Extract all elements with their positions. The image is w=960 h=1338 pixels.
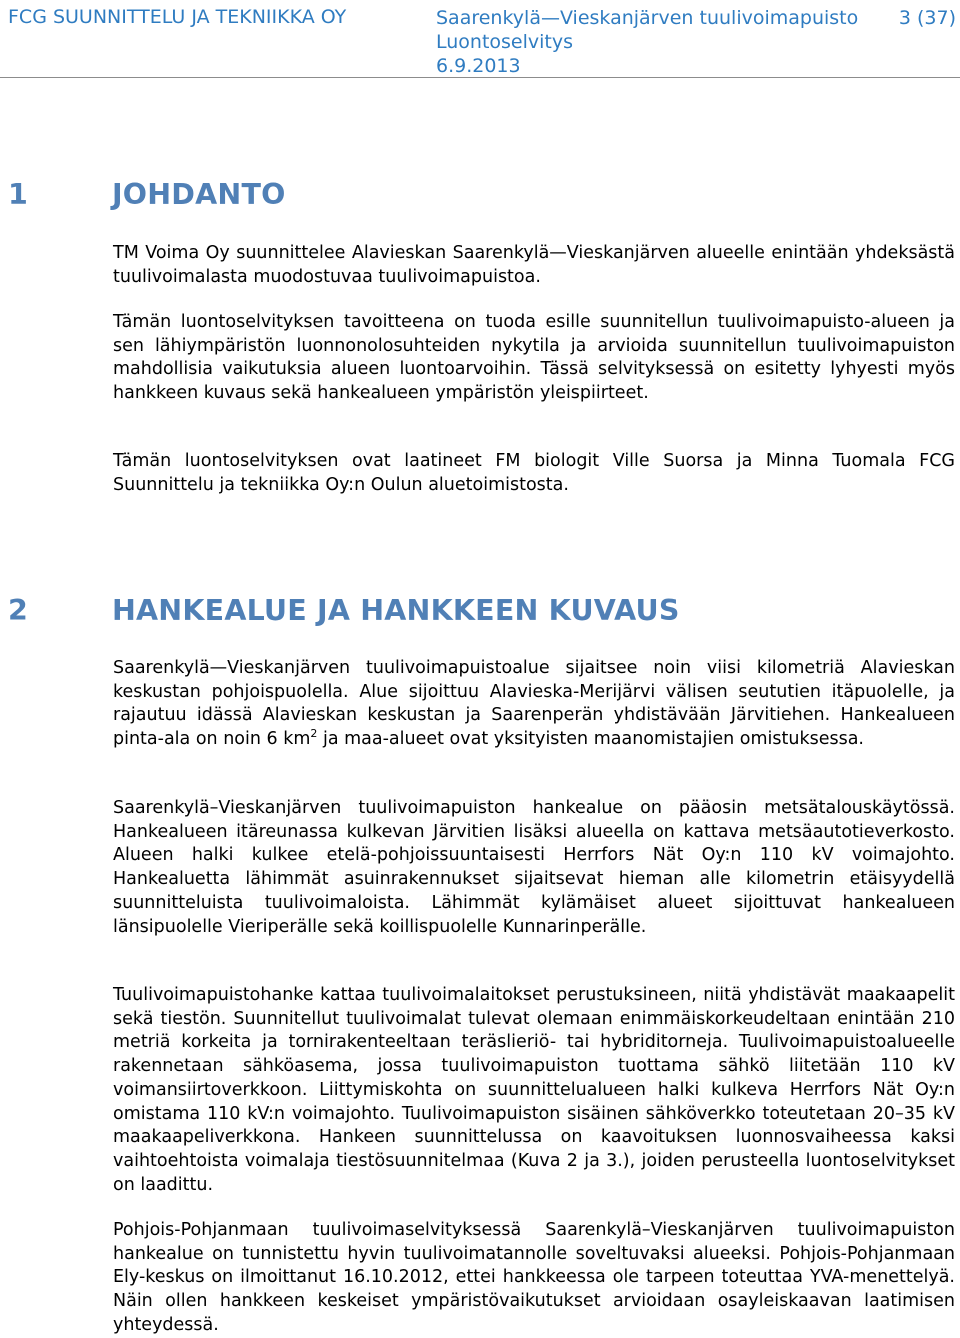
company-name: FCG SUUNNITTELU JA TEKNIIKKA OY (8, 6, 347, 28)
section-heading-1 (8, 178, 286, 211)
header-meta (436, 6, 956, 78)
header-doctype-row (436, 30, 956, 54)
paragraph: Tämän luontoselvityksen tavoitteena on tuoda esille suunnitellun tuulivoimapuisto-alueen ja sen lähiympäristön luonnonolosuhteiden nykytila ja arvioida suunnitellun tuulivoimapuiston mahdollisia vaikutuksia alueen luontoarvoihin. Tässä selvityksessä on esitetty lyhyesti myös hankkeen kuvaus sekä hankealueen ympäristön yleispiirteet. (113, 312, 955, 404)
paragraph: Tämän luontoselvityksen ovat laatineet FM biologit Ville Suorsa ja Minna Tuomala FCG Suunnittelu ja tekniikka Oy:n Oulun aluetoimistosta. (113, 451, 955, 495)
section-number: 1 (8, 178, 29, 211)
section-title: HANKEALUE JA HANKKEEN KUVAUS (112, 594, 680, 627)
header-date-row (436, 54, 956, 78)
section-number: 2 (8, 594, 29, 627)
project-name: Saarenkylä—Vieskanjärven tuulivoimapuisto (436, 7, 859, 29)
paragraph (113, 657, 955, 752)
paragraph: Pohjois-Pohjanmaan tuulivoimaselvityksessä Saarenkylä–Vieskanjärven tuulivoimapuiston hankealue on tunnistettu hyvin tuulivoimatannolle soveltuvaksi alueeksi. Pohjois-Pohjanmaan Ely-keskus on ilmoittanut 16.10.2012, ettei hankkeessa ole tarpeen toteuttaa YVA-menettelyä. Näin ollen hankkeen keskeiset ympäristövaikutukset arvioidaan osayleiskaavan laatimisen yhteydessä. (113, 1220, 955, 1335)
header-divider (0, 77, 960, 78)
document-date: 6.9.2013 (436, 55, 521, 77)
page-header (0, 0, 960, 78)
paragraph-text: ja maa-alueet ovat yksityisten maanomistajien omistuksessa. (317, 729, 864, 750)
header-project-row (436, 6, 956, 30)
superscript: 2 (310, 727, 318, 741)
section-title: JOHDANTO (112, 178, 286, 211)
paragraph-text: Saarenkylä—Vieskanjärven tuulivoimapuistoalue sijaitsee noin viisi kilometriä Alavieskan keskustan pohjoispuolella. Alue sijoittuu Alavieska-Merijärvi välisen seututien itäpuolelle, ja rajautuu idässä Alavieskan keskustan ja Saarenperän yhdistävään Järvitiehen. Hankealueen pinta-ala on noin 6 km (113, 658, 955, 750)
section-heading-2 (8, 594, 680, 627)
document-type: Luontoselvitys (436, 31, 574, 53)
page-number: 3 (37) (898, 7, 956, 29)
paragraph: Saarenkylä–Vieskanjärven tuulivoimapuiston hankealue on pääosin metsätalouskäytössä. Hankealueen itäreunassa kulkevan Järvitien lisäksi alueella on kattava metsäautotieverkosto. Alueen halki kulkee etelä-pohjoissuuntaisesti Herrfors Nät Oy:n 110 kV voimajohto. Hankealuetta lähimmät asuinrakennukset sijaitsevat hieman alle kilometrin etäisyydellä suunnitteluista tuulivoimaloista. Lähimmät kylämäiset alueet sijoittuvat hankealueen länsipuolelle Vieriperälle sekä koillispuolelle Kunnarinperälle. (113, 798, 955, 937)
paragraph: TM Voima Oy suunnittelee Alavieskan Saarenkylä—Vieskanjärven alueelle enintään yhdeksästä tuulivoimalasta muodostuvaa tuulivoimapuistoa. (113, 243, 955, 287)
paragraph: Tuulivoimapuistohanke kattaa tuulivoimalaitokset perustuksineen, niitä yhdistävät maakaapelit sekä tiestön. Suunnitellut tuulivoimalat tulevat olemaan enimmäiskorkeudeltaan enintään 210 metriä korkeita ja tornirakenteeltaan teräslieriö- tai hybriditorneja. Tuulivoimapuistoalueelle rakennetaan sähköasema, jossa tuulivoimapuiston tuottama sähkö liitetään 110 kV voimansiirtoverkkoon. Liittymiskohta on suunnittelualueen halki kulkeva Herrfors Nät Oy:n omistama 110 kV:n voimajohto. Tuulivoimapuiston sisäinen sähköverkko toteutetaan 20–35 kV maakaapeliverkkona. Hankeen suunnittelussa on kaavoituksen luonnosvaiheessa kaksi vaihtoehtoista voimalaja tiestösuunnitelmaa (Kuva 2 ja 3.), joiden perusteella luontoselvitykset on laadittu. (113, 985, 955, 1195)
